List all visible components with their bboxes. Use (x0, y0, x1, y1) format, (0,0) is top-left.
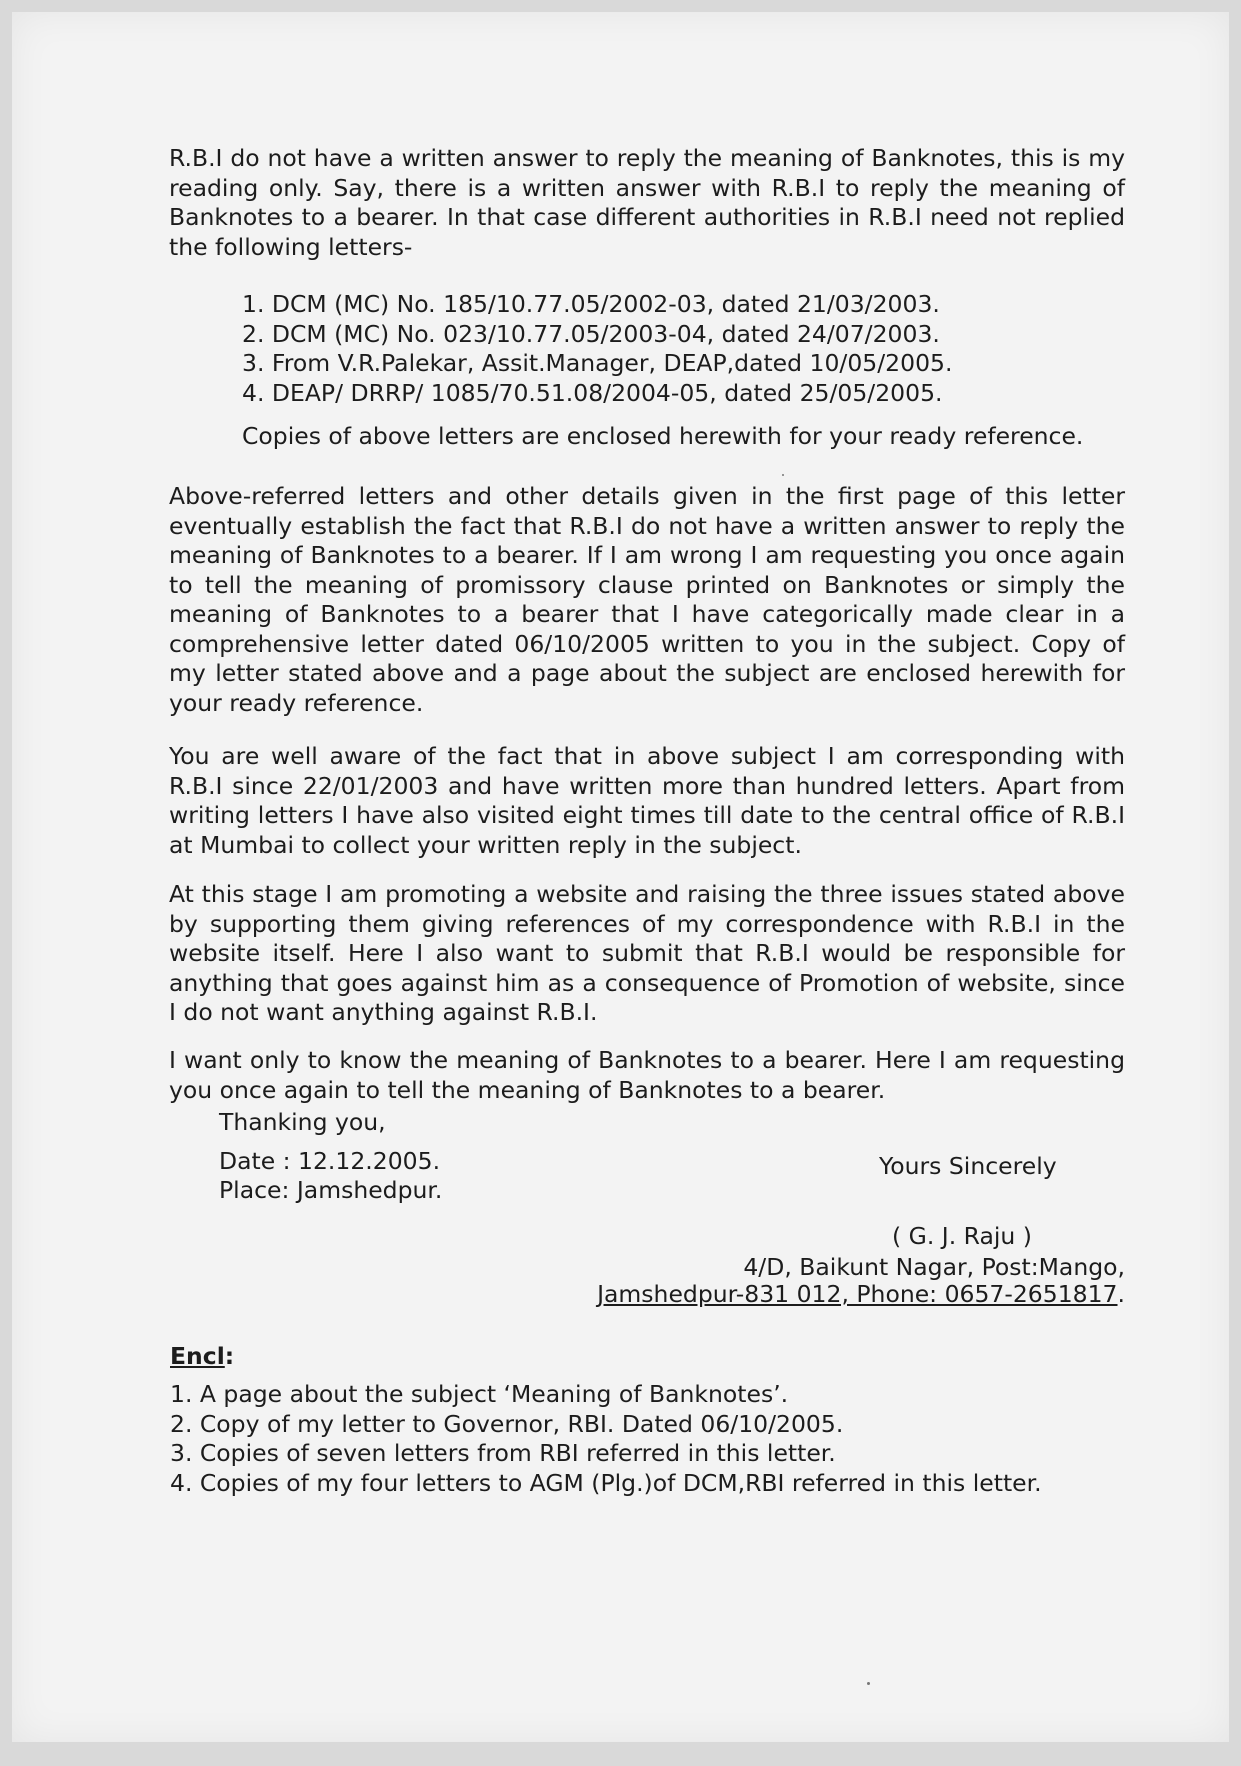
place-line: Place: Jamshedpur. (219, 1176, 443, 1204)
date-line: Date : 12.12.2005. (219, 1147, 441, 1175)
scan-speck (867, 1682, 870, 1685)
letter-page (12, 12, 1229, 1742)
thanking-line: Thanking you, (219, 1108, 386, 1136)
list-item: 2. Copy of my letter to Governor, RBI. Dated 06/10/2005. (170, 1409, 844, 1438)
paragraph-5: I want only to know the meaning of Banknotes to a bearer. Here I am requesting you once again to tell the meaning of Banknotes to a bearer. (169, 1046, 1125, 1104)
address-line-1: 4/D, Baikunt Nagar, Post:Mango, (743, 1253, 1125, 1281)
enclosures-heading (170, 1342, 234, 1372)
list-item: 3. From V.R.Palekar, Assit.Manager, DEAP,dated 10/05/2005. (242, 349, 953, 377)
paragraph-4: At this stage I am promoting a website and raising the three issues stated above by supporting them giving references of my correspondence with R.B.I in the website itself. Here I also want to submit that R.B.I would be responsible for anything that goes against him as a consequence of Promotion of website, since I do not want anything against R.B.I. (169, 880, 1125, 1026)
address-line-2 (597, 1280, 1125, 1310)
list-item: 3. Copies of seven letters from RBI referred in this letter. (170, 1439, 836, 1467)
scan-speck (782, 474, 784, 476)
enclosures-heading-colon: : (224, 1342, 235, 1370)
copies-note: Copies of above letters are enclosed herewith for your ready reference. (242, 422, 1084, 450)
signatory-name: ( G. J. Raju ) (892, 1222, 1032, 1250)
address-line-2-text: Jamshedpur-831 012, Phone: 0657-2651817 (597, 1280, 1118, 1308)
list-item: 4. DEAP/ DRRP/ 1085/70.51.08/2004-05, dated 25/05/2005. (242, 378, 943, 407)
list-item: 1. DCM (MC) No. 185/10.77.05/2002-03, dated 21/03/2003. (242, 290, 940, 318)
referenced-letters-list (242, 290, 952, 408)
paragraph-2: Above-referred letters and other details given in the first page of this letter eventually establish the fact that R.B.I do not have a written answer to reply the meaning of Banknotes to a bearer. If I am wrong I am requesting you once again to tell the meaning of promissory clause printed on Banknotes or simply the meaning of Banknotes to a bearer that I have categorically made clear in a comprehensive letter dated 06/10/2005 written to you in the subject. Copy of my letter stated above and a page about the subject are enclosed herewith for your ready reference. (169, 482, 1125, 717)
address-line-2-end: . (1117, 1280, 1125, 1308)
list-item: 1. A page about the subject ‘Meaning of Banknotes’. (170, 1380, 789, 1408)
list-item: 2. DCM (MC) No. 023/10.77.05/2003-04, dated 24/07/2003. (242, 319, 940, 348)
enclosures-list (170, 1380, 1042, 1498)
enclosures-heading-text: Encl (170, 1342, 225, 1370)
paragraph-3: You are well aware of the fact that in above subject I am corresponding with R.B.I since 22/01/2003 and have written more than hundred letters. Apart from writing letters I have also visited eight times till date to the central office of R.B.I at Mumbai to collect your written reply in the subject. (169, 742, 1125, 859)
salutation: Yours Sincerely (879, 1152, 1057, 1180)
list-item: 4. Copies of my four letters to AGM (Plg.)of DCM,RBI referred in this letter. (170, 1468, 1042, 1497)
paragraph-1: R.B.I do not have a written answer to reply the meaning of Banknotes, this is my reading only. Say, there is a written answer with R.B.I to reply the meaning of Banknotes to a bearer. In that case different authorities in R.B.I need not replied the following letters- (169, 144, 1125, 261)
